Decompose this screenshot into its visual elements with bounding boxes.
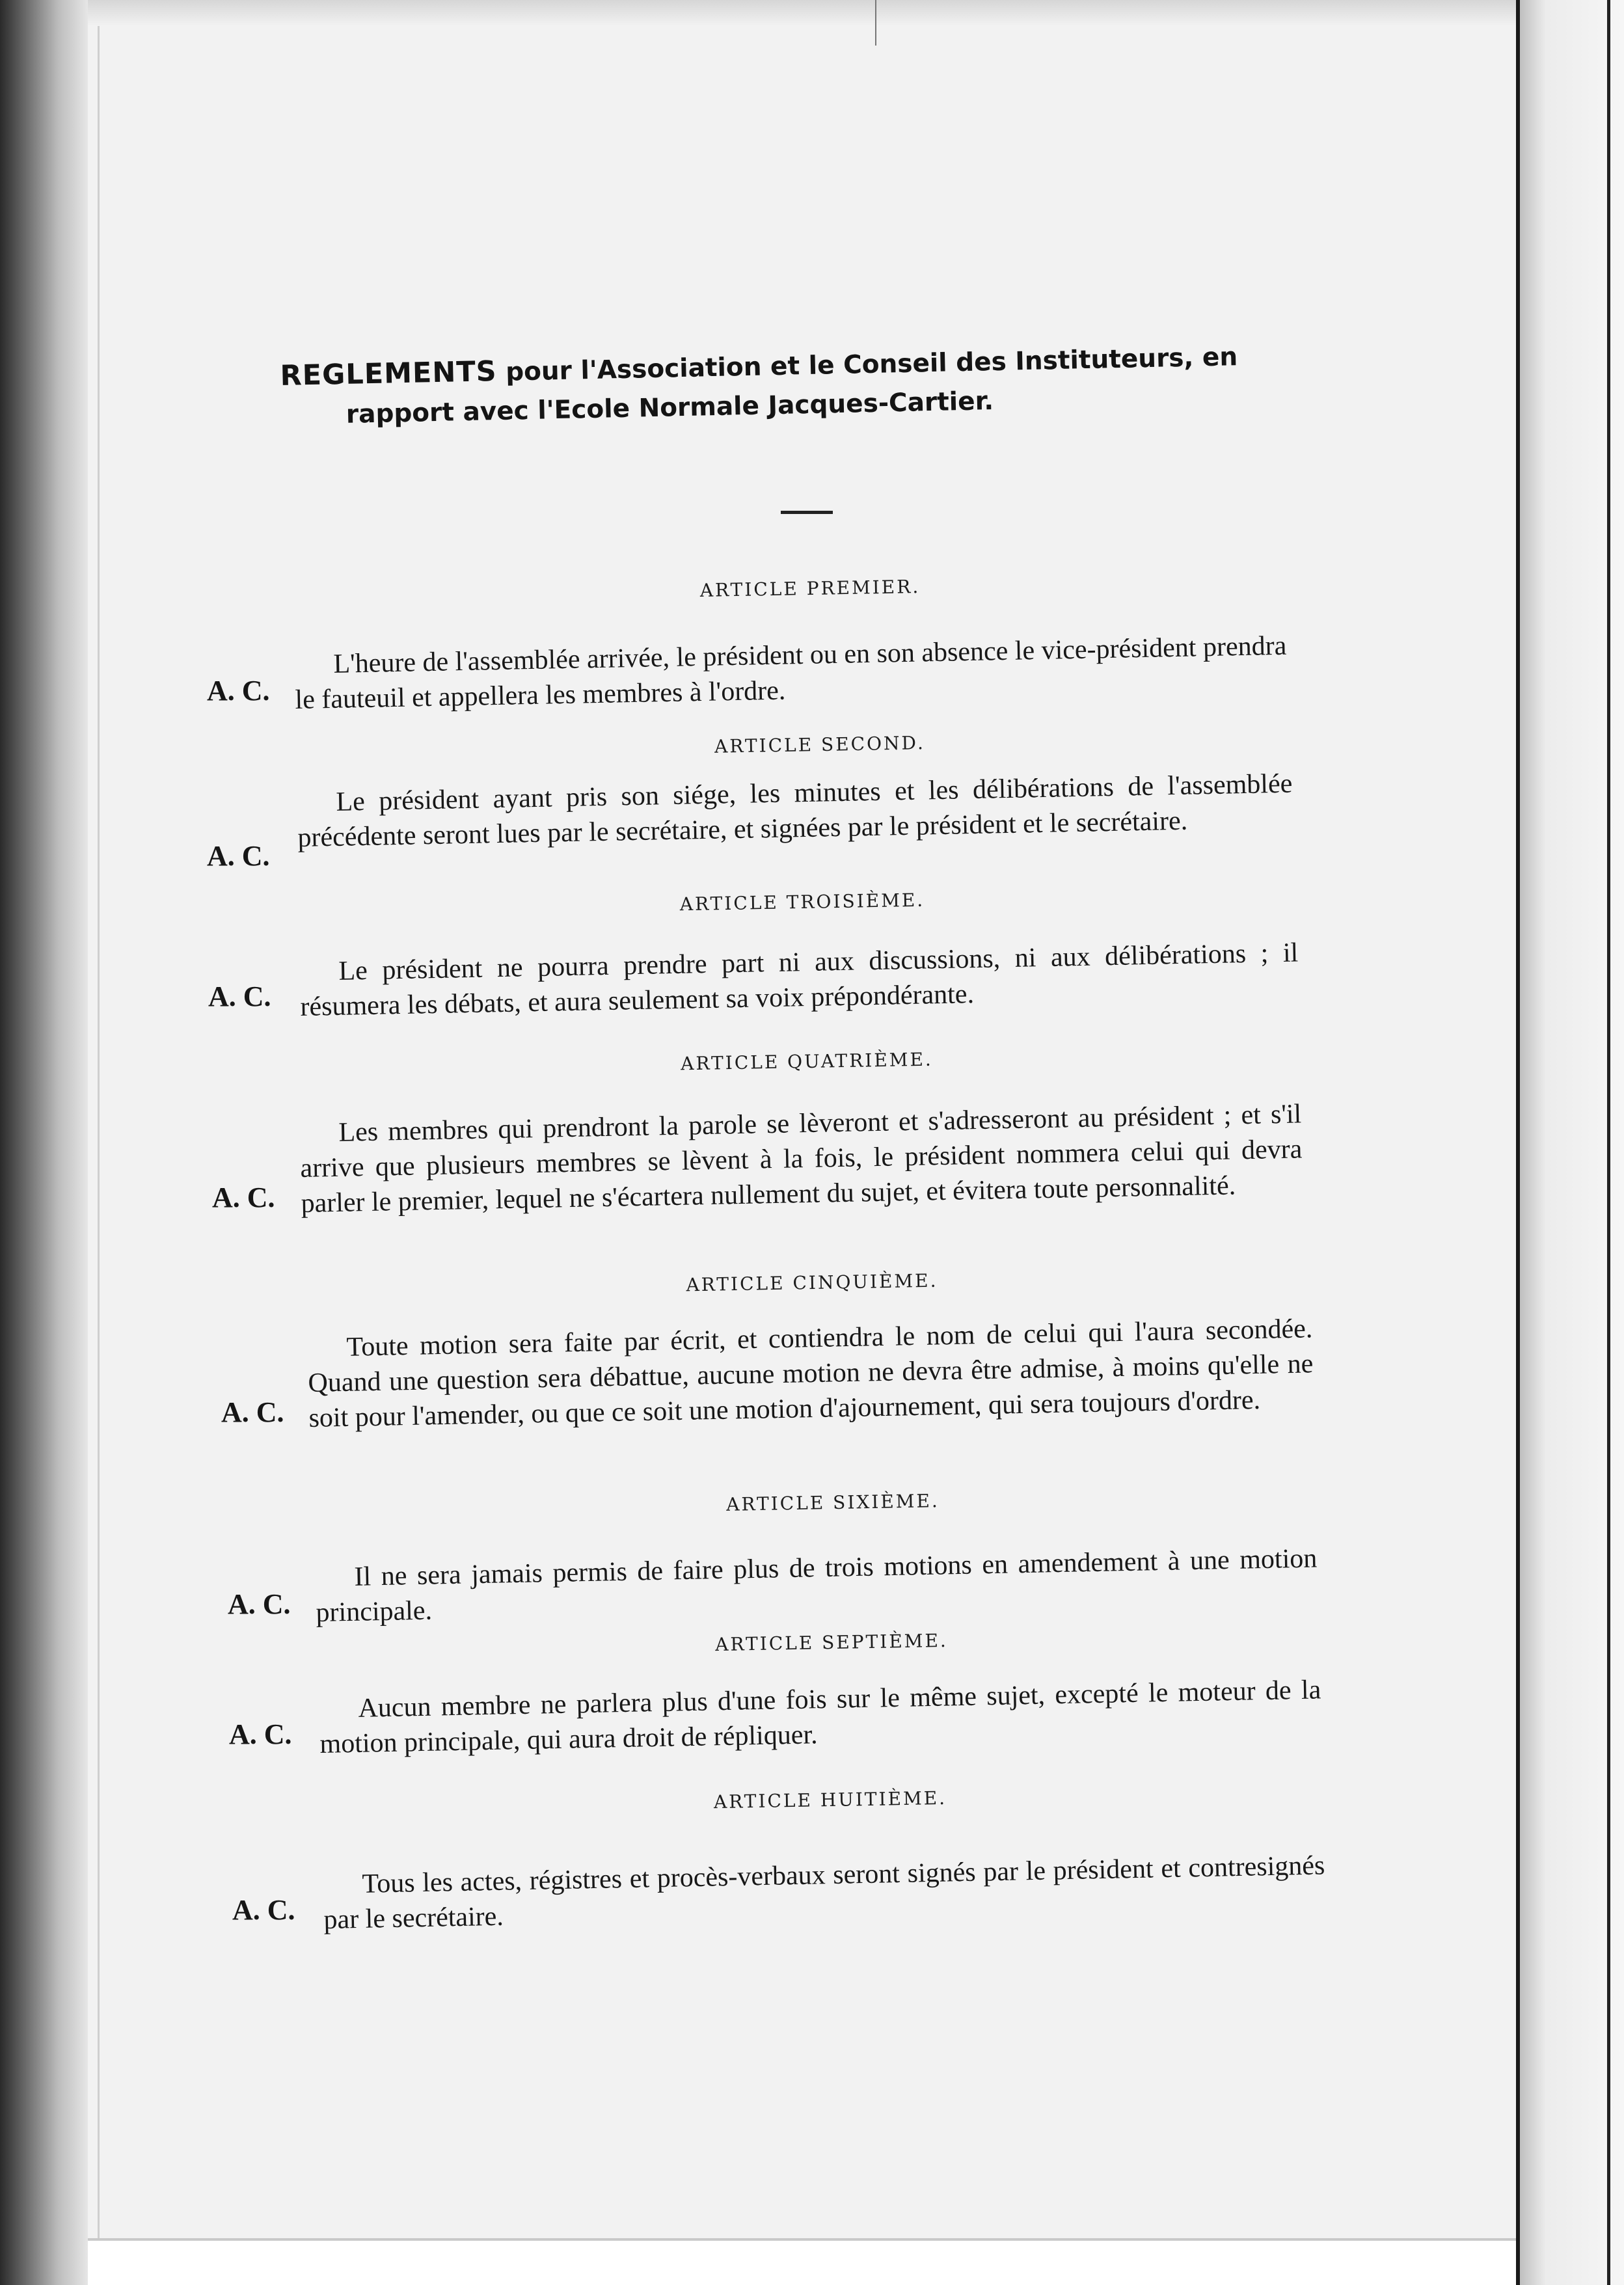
title-strong: REGLEMENTS	[280, 355, 498, 392]
title-line1-rest: pour l'Association et le Conseil des Instituteurs, en	[496, 342, 1238, 388]
article-heading: ARTICLE SECOND.	[714, 732, 926, 757]
margin-label: A. C.	[228, 1588, 291, 1620]
margin-label: A. C.	[232, 1894, 295, 1926]
margin-label: A. C.	[207, 675, 270, 707]
title-rule	[781, 511, 833, 514]
article-text: Toute motion sera faite par écrit, et contiendra le nom de celui qui l'aura secondée. Quand une question sera débattue, aucune motion ne devra être admise, à moins qu'elle ne soit pour l'amender, ou que ce soit une motion d'ajournement, qui sera toujours d'ordre.	[308, 1314, 1314, 1433]
margin-label: A. C.	[212, 1182, 275, 1213]
margin-label: A. C.	[208, 980, 271, 1012]
article-heading: ARTICLE SIXIÈME.	[725, 1490, 940, 1515]
article-heading: ARTICLE QUATRIÈME.	[680, 1048, 934, 1075]
article-heading: ARTICLE CINQUIÈME.	[686, 1269, 938, 1296]
article-text: Aucun membre ne parlera plus d'une fois sur le même sujet, excepté le moteur de la motion principale, qui aura droit de répliquer.	[319, 1675, 1321, 1759]
article-heading: ARTICLE PREMIER.	[699, 576, 921, 601]
article-heading: ARTICLE SEPTIÈME.	[714, 1629, 949, 1656]
article-heading: ARTICLE TROISIÈME.	[679, 889, 925, 915]
margin-label: A. C.	[221, 1396, 284, 1428]
title-line2: rapport avec l'Ecole Normale Jacques-Cartier.	[345, 386, 994, 429]
right-edge-rule	[1607, 0, 1610, 2285]
top-shadow-band	[88, 0, 1519, 26]
article-text: Les membres qui prendront la parole se lèveront et s'adresseront au président ; et s'il arrive que plusieurs membres se lèvent à la fois, le président nommera celui qui devra parler le premier, lequel ne s'écartera nullement du sujet, et évitera toute personnalité.	[300, 1099, 1303, 1219]
margin-label: A. C.	[207, 840, 270, 872]
article-text: Le président ne pourra prendre part ni aux discussions, ni aux délibérations ; il résumera les débats, et aura seulement sa voix prépondérante.	[300, 938, 1299, 1022]
article-text: Le président ayant pris son siége, les minutes et les délibérations de l'assemblée précédente seront lues par le secrétaire, et signées par le président et le secrétaire.	[297, 768, 1293, 853]
article-heading: ARTICLE HUITIÈME.	[713, 1787, 947, 1813]
binding-shadow	[0, 0, 88, 2285]
center-seam	[875, 0, 876, 46]
article-text: L'heure de l'assemblée arrivée, le président ou en son absence le vice-président prendra le fauteuil et appellera les membres à l'ordre.	[295, 630, 1287, 715]
article-text: Il ne sera jamais permis de faire plus de trois motions en amendement à une motion principale.	[316, 1543, 1318, 1628]
article-text: Tous les actes, régistres et procès-verbaux seront signés par le président et contresignés par le secrétaire.	[323, 1850, 1325, 1935]
sheet-edge-line	[98, 0, 100, 2238]
margin-label: A. C.	[229, 1718, 292, 1750]
